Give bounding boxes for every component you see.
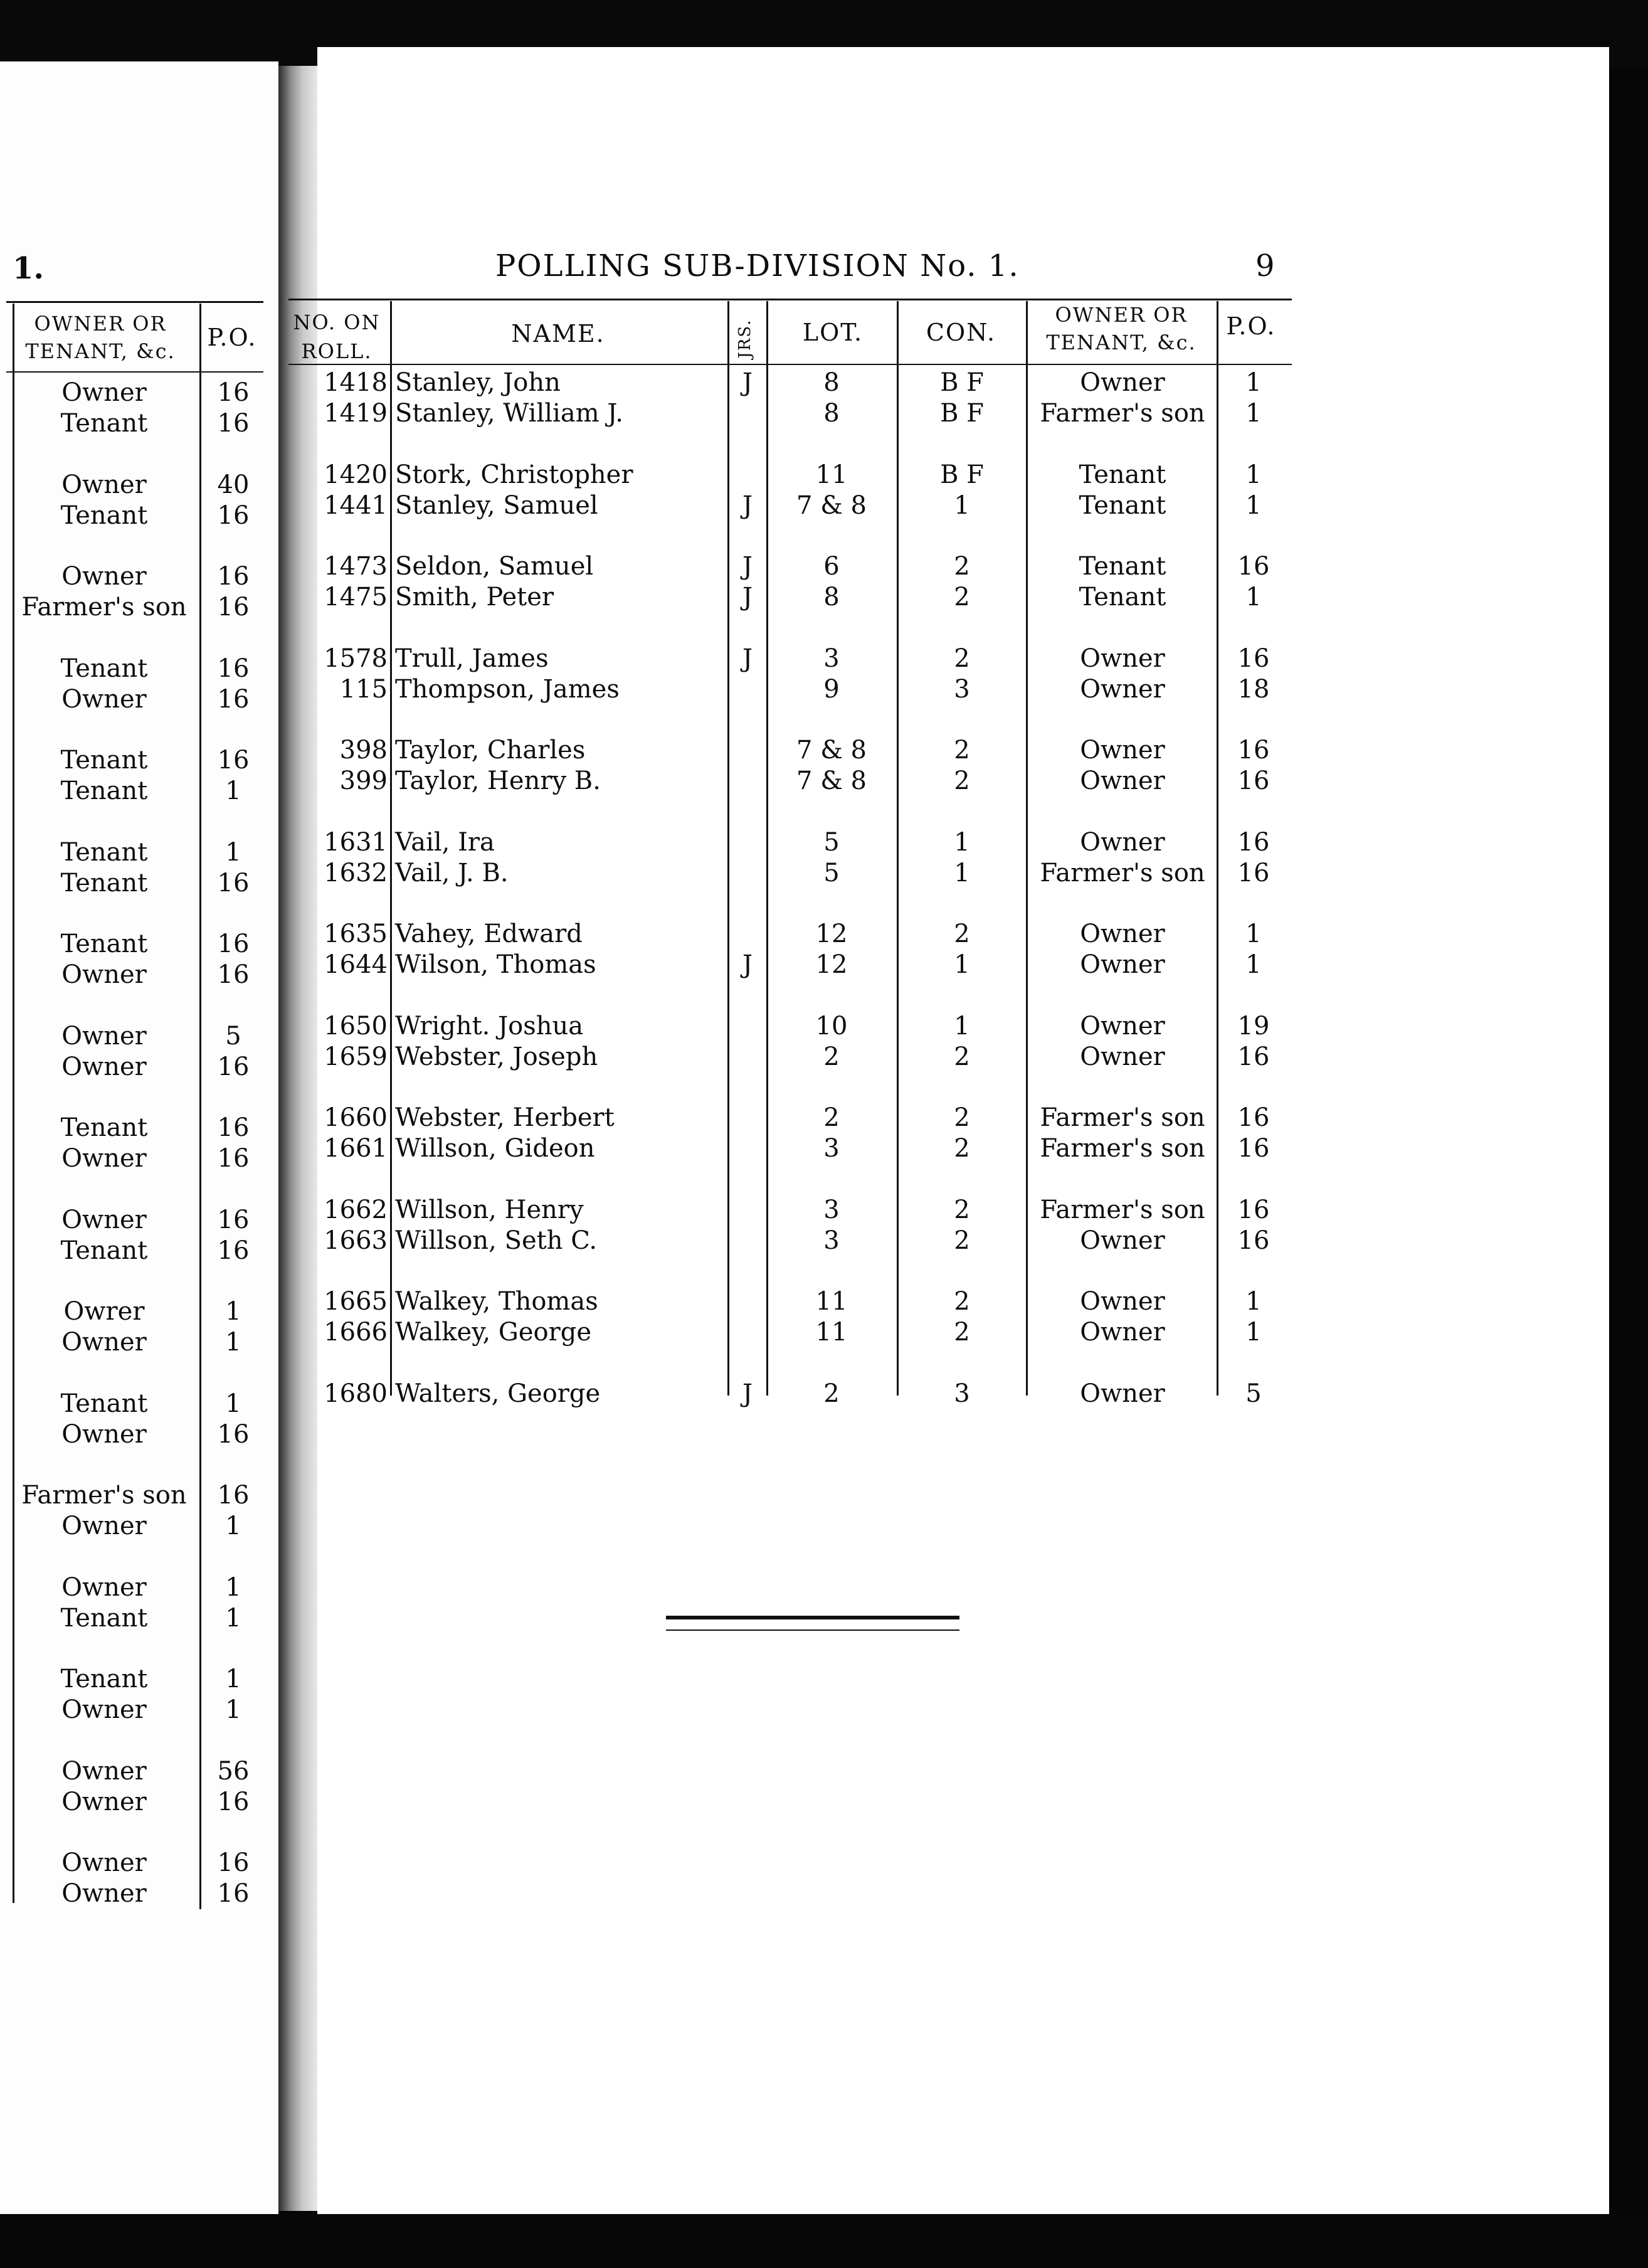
row-po: 1 [1245,460,1262,489]
header-tenant: TENANT, &c. [1046,331,1196,354]
row-name: Thompson, James [395,674,620,704]
left-row-po: 16 [217,1787,250,1816]
row-jrs: J [742,950,753,979]
row-lot: 12 [815,919,848,948]
closing-rule-thick [666,1616,959,1619]
row-con: 2 [954,1318,970,1347]
header-roll: ROLL. [301,339,372,363]
row-lot: 7 & 8 [796,736,867,765]
left-row-status: Owner [61,1144,147,1173]
left-page-number: 1. [13,251,45,286]
scan-bottom-border [0,2214,1648,2268]
left-row-po: 16 [217,1144,250,1173]
row-po: 16 [1237,552,1270,581]
closing-rule-thin [666,1629,959,1631]
left-row-status: Farmer's son [21,593,187,622]
row-status: Tenant [1079,583,1166,612]
left-row-po: 56 [217,1756,250,1786]
row-lot: 6 [823,552,840,581]
row-po: 1 [1245,919,1262,948]
row-name: Stork, Christopher [395,460,633,489]
left-row-status: Owner [61,562,147,591]
row-jrs: J [742,583,753,612]
row-lot: 10 [815,1011,848,1041]
row-status: Owner [1080,1287,1165,1316]
row-roll-number: 1666 [324,1318,388,1347]
row-con: 2 [954,552,970,581]
left-row-status: Owner [61,1328,147,1357]
row-con: B F [940,460,984,489]
row-roll-number: 399 [339,766,388,795]
row-roll-number: 1441 [324,490,388,520]
row-name: Vail, J. B. [395,858,509,888]
row-roll-number: 1659 [324,1042,388,1071]
header-owner: OWNER OR [1055,303,1188,327]
left-row-status: Tenant [60,868,148,898]
row-con: 1 [954,1011,970,1041]
row-lot: 7 & 8 [796,490,867,520]
col-rule-jrs-left [727,301,729,1396]
row-roll-number: 1661 [324,1134,388,1163]
left-header-po: P.O. [207,324,257,351]
left-row-status: Owner [61,1787,147,1816]
left-row-po: 1 [225,1603,241,1633]
left-row-status: Owner [61,960,147,989]
left-row-status: Owner [61,470,147,499]
row-po: 16 [1237,1134,1270,1163]
row-po: 16 [1237,1195,1270,1224]
row-status: Tenant [1079,490,1166,520]
row-lot: 9 [823,674,840,704]
left-row-po: 1 [225,1512,241,1540]
left-row-po: 16 [217,1236,250,1265]
row-name: Smith, Peter [395,583,554,612]
left-header-owner: OWNER OR [34,312,167,336]
row-name: Taylor, Charles [395,736,586,765]
left-row-status: Tenant [60,837,148,867]
header-jrs: JRS. [736,319,754,359]
row-lot: 11 [815,1287,848,1316]
left-row-status: Tenant [60,776,148,805]
row-name: Seldon, Samuel [395,552,594,581]
left-row-status: Farmer's son [21,1481,187,1510]
row-status: Owner [1080,950,1165,979]
row-lot: 3 [823,1195,840,1224]
left-row-status: Owner [61,1879,147,1908]
row-con: 1 [954,858,970,888]
row-status: Owner [1080,1226,1165,1255]
left-row-po: 40 [217,470,250,499]
left-header-bottom-rule [6,371,263,373]
left-row-po: 16 [217,1481,250,1510]
row-status: Owner [1080,644,1165,673]
row-lot: 3 [823,1134,840,1163]
row-con: 2 [954,1195,970,1224]
left-header-top-rule [6,301,263,303]
row-con: 2 [954,919,970,948]
row-status: Owner [1080,1318,1165,1347]
row-status: Owner [1080,674,1165,704]
left-row-status: Tenant [60,1665,148,1693]
left-row-po: 1 [225,776,241,805]
row-jrs: J [742,368,753,397]
row-name: Walters, George [395,1379,601,1408]
row-status: Owner [1080,1042,1165,1071]
row-status: Farmer's son [1040,1195,1205,1224]
row-name: Willson, Henry [395,1195,584,1224]
row-lot: 8 [823,583,840,612]
row-status: Owner [1080,1379,1165,1408]
left-row-po: 16 [217,1052,250,1081]
row-po: 16 [1237,1103,1270,1132]
row-con: 2 [954,1287,970,1316]
row-po: 1 [1245,583,1262,612]
row-status: Owner [1080,827,1165,857]
row-po: 1 [1245,490,1262,520]
row-name: Wright. Joshua [395,1011,584,1041]
row-jrs: J [742,644,753,673]
row-po: 16 [1237,644,1270,673]
left-row-status: Tenant [60,654,148,683]
left-row-po: 16 [217,562,250,591]
row-roll-number: 1650 [324,1011,388,1041]
left-row-po: 16 [217,1113,250,1142]
row-name: Wilson, Thomas [395,950,596,979]
row-roll-number: 1420 [324,460,388,489]
left-row-po: 16 [217,868,250,898]
row-status: Owner [1080,766,1165,795]
row-po: 1 [1245,1287,1262,1316]
col-rule-jrs-right [766,301,768,1396]
row-lot: 5 [823,858,840,888]
row-name: Vail, Ira [395,827,495,857]
left-row-po: 1 [225,1297,241,1326]
col-rule-con [1026,301,1028,1396]
left-row-po: 16 [217,501,250,530]
row-jrs: J [742,490,753,520]
left-row-status: Tenant [60,1389,148,1418]
row-lot: 2 [823,1042,840,1071]
row-roll-number: 1475 [324,583,388,612]
col-rule-roll [390,301,392,1396]
row-con: 2 [954,1103,970,1132]
header-con: CON. [926,319,996,346]
row-roll-number: 1635 [324,919,388,948]
row-lot: 11 [815,1318,848,1347]
row-lot: 2 [823,1103,840,1132]
row-name: Stanley, William J. [395,399,623,428]
row-con: B F [940,399,984,428]
left-row-status: Owner [61,1512,147,1540]
left-row-po: 1 [225,1665,241,1693]
left-row-po: 16 [217,409,250,438]
row-lot: 3 [823,1226,840,1255]
left-row-status: Owner [61,1021,147,1051]
left-header-tenant: TENANT, &c. [25,339,176,363]
row-po: 1 [1245,368,1262,397]
left-row-status: Tenant [60,746,148,775]
left-row-po: 1 [225,1328,241,1357]
left-row-status: Owner [61,1052,147,1081]
header-name: NAME. [511,320,605,347]
row-po: 18 [1237,674,1270,704]
row-name: Taylor, Henry B. [395,766,601,795]
header-po: P.O. [1226,312,1276,340]
left-row-status: Owner [61,378,147,407]
right-header-bottom-rule [288,364,1292,365]
row-con: 1 [954,827,970,857]
row-po: 16 [1237,736,1270,765]
row-po: 16 [1237,766,1270,795]
row-lot: 12 [815,950,848,979]
left-row-status: Owner [61,1205,147,1234]
row-con: 2 [954,766,970,795]
header-no-on: NO. ON [293,310,381,334]
left-row-po: 1 [225,1695,241,1724]
row-name: Stanley, Samuel [395,490,598,520]
row-status: Owner [1080,368,1165,397]
left-row-status: Owner [61,1419,147,1449]
row-roll-number: 1419 [324,399,388,428]
col-rule-lot [897,301,899,1396]
left-row-po: 16 [217,1848,250,1877]
row-con: 1 [954,490,970,520]
row-name: Walkey, Thomas [395,1287,598,1316]
row-status: Tenant [1079,552,1166,581]
row-lot: 11 [815,460,848,489]
row-name: Walkey, George [395,1318,592,1347]
left-row-po: 16 [217,1419,250,1449]
row-name: Webster, Joseph [395,1042,598,1071]
row-po: 5 [1245,1379,1262,1408]
row-roll-number: 1680 [324,1379,388,1408]
left-row-status: Tenant [60,1236,148,1265]
row-roll-number: 1660 [324,1103,388,1132]
page-title: POLLING SUB-DIVISION No. 1. [495,248,1020,284]
row-status: Owner [1080,1011,1165,1041]
row-status: Owner [1080,919,1165,948]
row-roll-number: 1632 [324,858,388,888]
row-po: 16 [1237,858,1270,888]
col-rule-status [1217,301,1218,1396]
row-name: Willson, Gideon [395,1134,595,1163]
left-row-status: Tenant [60,501,148,530]
row-po: 1 [1245,1318,1262,1347]
row-con: 3 [954,1379,970,1408]
left-row-status: Owner [61,1695,147,1724]
row-roll-number: 1631 [324,827,388,857]
row-con: 2 [954,1042,970,1071]
row-roll-number: 1578 [324,644,388,673]
left-row-po: 16 [217,1879,250,1908]
row-roll-number: 398 [339,736,388,765]
row-roll-number: 1662 [324,1195,388,1224]
row-po: 16 [1237,827,1270,857]
row-name: Trull, James [395,644,549,673]
row-con: 2 [954,1226,970,1255]
row-po: 1 [1245,950,1262,979]
left-row-status: Tenant [60,930,148,958]
row-lot: 7 & 8 [796,766,867,795]
left-row-status: Owrer [63,1297,145,1326]
row-lot: 2 [823,1379,840,1408]
left-row-po: 16 [217,378,250,407]
left-row-po: 16 [217,684,250,714]
row-lot: 8 [823,399,840,428]
left-row-po: 1 [225,1572,241,1602]
row-status: Farmer's son [1040,1103,1205,1132]
row-roll-number: 115 [339,674,388,704]
row-con: 2 [954,736,970,765]
row-con: 2 [954,644,970,673]
right-header-top-rule [288,299,1292,300]
left-row-po: 16 [217,654,250,683]
row-lot: 3 [823,644,840,673]
row-status: Farmer's son [1040,1134,1205,1163]
row-po: 1 [1245,399,1262,428]
left-row-po: 16 [217,746,250,775]
row-roll-number: 1665 [324,1287,388,1316]
left-row-po: 16 [217,960,250,989]
row-status: Farmer's son [1040,858,1205,888]
row-roll-number: 1644 [324,950,388,979]
row-status: Farmer's son [1040,399,1205,428]
left-row-po: 16 [217,593,250,622]
left-row-po: 1 [225,837,241,867]
row-con: 3 [954,674,970,704]
row-name: Vahey, Edward [395,919,583,948]
left-row-po: 16 [217,1205,250,1234]
row-lot: 5 [823,827,840,857]
left-row-status: Owner [61,684,147,714]
row-con: 2 [954,583,970,612]
row-con: B F [940,368,984,397]
left-row-po: 5 [225,1021,241,1051]
left-row-status: Owner [61,1756,147,1786]
left-row-status: Tenant [60,1603,148,1633]
left-row-status: Tenant [60,1113,148,1142]
row-name: Willson, Seth C. [395,1226,598,1255]
left-row-status: Owner [61,1848,147,1877]
left-row-po: 1 [225,1389,241,1418]
row-name: Webster, Herbert [395,1103,615,1132]
row-po: 19 [1237,1011,1270,1041]
row-jrs: J [742,552,753,581]
row-lot: 8 [823,368,840,397]
row-con: 1 [954,950,970,979]
row-jrs: J [742,1379,753,1408]
row-po: 16 [1237,1226,1270,1255]
left-row-status: Tenant [60,409,148,438]
left-row-status: Owner [61,1572,147,1602]
right-page-number: 9 [1255,248,1275,284]
row-roll-number: 1473 [324,552,388,581]
row-status: Tenant [1079,460,1166,489]
row-status: Owner [1080,736,1165,765]
row-roll-number: 1663 [324,1226,388,1255]
row-name: Stanley, John [395,368,561,397]
row-roll-number: 1418 [324,368,388,397]
left-row-po: 16 [217,930,250,958]
header-lot: LOT. [802,319,864,346]
left-col-rule-outer [13,304,14,1903]
row-con: 2 [954,1134,970,1163]
row-po: 16 [1237,1042,1270,1071]
